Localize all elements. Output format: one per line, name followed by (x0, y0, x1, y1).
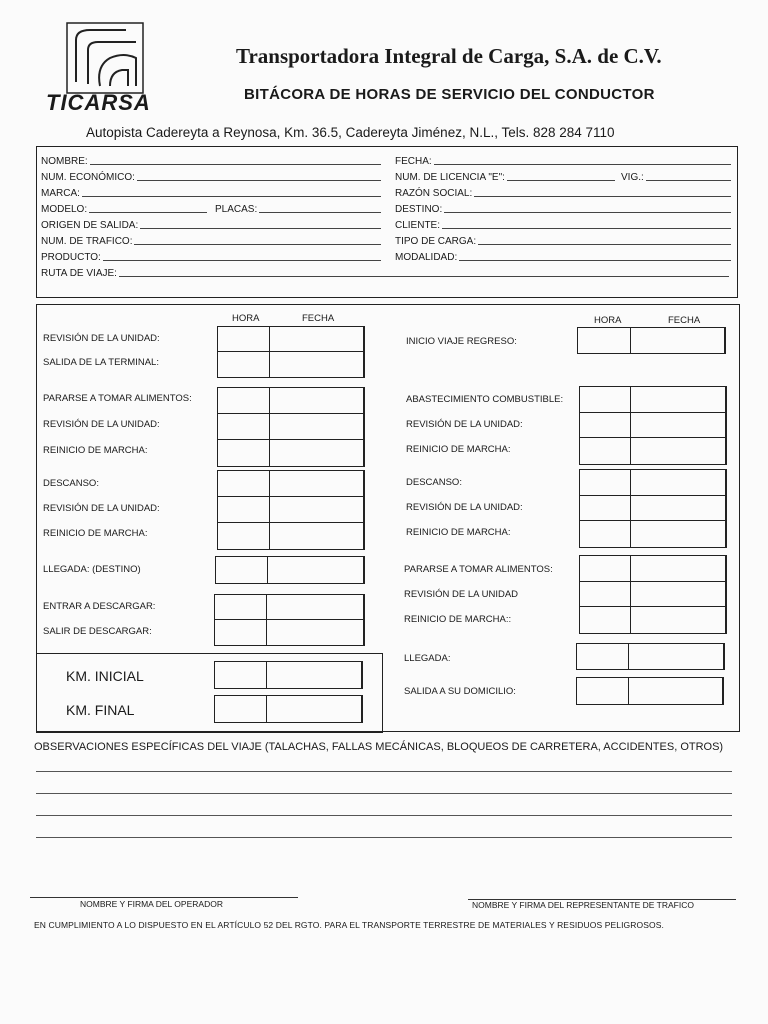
brand-name: TICARSA (46, 90, 151, 115)
marca-label: MARCA: (41, 188, 80, 199)
right-row-label: REINICIO DE MARCHA: (406, 527, 511, 538)
right-time-grid[interactable] (579, 555, 727, 634)
producto-label: PRODUCTO: (41, 252, 101, 263)
fecha-label: FECHA: (395, 156, 432, 167)
vig-label: VIG.: (621, 172, 644, 183)
observations-line[interactable] (36, 837, 732, 838)
left-row-label: DESCANSO: (43, 478, 99, 489)
ruta-label: RUTA DE VIAJE: (41, 268, 117, 279)
observations-line[interactable] (36, 793, 732, 794)
right-row-label: REINICIO DE MARCHA:: (404, 614, 512, 625)
num-trafico-label: NUM. DE TRAFICO: (41, 236, 133, 247)
num-economico-field[interactable] (41, 169, 381, 183)
left-time-grid[interactable] (217, 387, 365, 467)
right-row-label: ABASTECIMIENTO COMBUSTIBLE: (406, 394, 564, 405)
left-time-grid[interactable] (217, 326, 365, 378)
left-time-grid[interactable] (217, 470, 365, 550)
destino-field[interactable] (395, 201, 731, 215)
producto-field[interactable] (41, 249, 381, 263)
left-fecha-heading: FECHA (302, 313, 335, 324)
km-final-label: KM. FINAL (66, 702, 135, 718)
operator-signature-label: NOMBRE Y FIRMA DEL OPERADOR (80, 899, 223, 909)
left-row-label: REINICIO DE MARCHA: (43, 445, 148, 456)
right-row-label: LLEGADA: (404, 653, 451, 664)
km-final-grid[interactable] (214, 695, 363, 723)
modelo-field[interactable] (41, 201, 207, 215)
right-time-grid[interactable] (576, 677, 724, 705)
placas-field[interactable] (215, 201, 381, 215)
tipo-carga-field[interactable] (395, 233, 731, 247)
right-row-label: DESCANSO: (406, 477, 462, 488)
left-time-grid[interactable] (214, 594, 365, 646)
right-time-grid[interactable] (579, 386, 727, 465)
right-row-label: REVISIÓN DE LA UNIDAD (404, 589, 519, 600)
right-row-label: PARARSE A TOMAR ALIMENTOS: (404, 564, 553, 575)
right-time-grid[interactable] (579, 469, 727, 548)
destino-label: DESTINO: (395, 204, 443, 215)
left-row-label: SALIR DE DESCARGAR: (43, 626, 152, 637)
left-row-label: LLEGADA: (DESTINO) (43, 564, 141, 575)
km-inicial-grid[interactable] (214, 661, 363, 689)
nombre-label: NOMBRE: (41, 156, 88, 167)
cliente-field[interactable] (395, 217, 731, 231)
nombre-field[interactable] (41, 153, 381, 167)
origen-label: ORIGEN DE SALIDA: (41, 220, 139, 231)
vig-field[interactable] (621, 169, 731, 183)
origen-field[interactable] (41, 217, 381, 231)
company-address: Autopista Cadereyta a Reynosa, Km. 36.5, Cadereyta Jiménez, N.L., Tels. 828 284 7110 (86, 125, 615, 140)
num-trafico-field[interactable] (41, 233, 381, 247)
modalidad-field[interactable] (395, 249, 731, 263)
licencia-field[interactable] (395, 169, 615, 183)
driver-info-section (36, 146, 738, 298)
right-row-label: SALIDA A SU DOMICILIO: (404, 686, 516, 697)
left-row-label: ENTRAR A DESCARGAR: (43, 601, 156, 612)
cliente-label: CLIENTE: (395, 220, 441, 231)
right-time-grid[interactable] (576, 643, 725, 670)
right-time-grid[interactable] (577, 327, 726, 354)
right-row-label: REVISIÓN DE LA UNIDAD: (406, 502, 523, 513)
observations-heading: OBSERVACIONES ESPECÍFICAS DEL VIAJE (TALACHAS, FALLAS MECÁNICAS, BLOQUEOS DE CARRETERA, ACCIDENTES, OTROS) (34, 741, 724, 753)
fecha-field[interactable] (395, 153, 731, 167)
left-row-label: REVISIÓN DE LA UNIDAD: (43, 333, 160, 344)
right-row-label: REVISIÓN DE LA UNIDAD: (406, 419, 523, 430)
representative-signature-label: NOMBRE Y FIRMA DEL REPRESENTANTE DE TRAFICO (472, 900, 694, 910)
operator-signature-line[interactable] (30, 897, 298, 898)
tipo-carga-label: TIPO DE CARGA: (395, 236, 477, 247)
observations-line[interactable] (36, 815, 732, 816)
left-hora-heading: HORA (232, 313, 260, 324)
left-row-label: SALIDA DE LA TERMINAL: (43, 357, 159, 368)
razon-social-field[interactable] (395, 185, 731, 199)
right-fecha-heading: FECHA (668, 315, 701, 326)
observations-line[interactable] (36, 771, 732, 772)
left-time-grid[interactable] (215, 556, 365, 584)
ruta-field[interactable] (41, 265, 729, 279)
legal-footer: EN CUMPLIMIENTO A LO DISPUESTO EN EL ARTÍCULO 52 DEL RGTO. PARA EL TRANSPORTE TERRESTRE DE MATERIALES Y RESIDUOS PELIGROSOS. (34, 920, 664, 930)
km-inicial-label: KM. INICIAL (66, 668, 144, 684)
left-row-label: PARARSE A TOMAR ALIMENTOS: (43, 393, 192, 404)
num-economico-label: NUM. ECONÓMICO: (41, 172, 135, 183)
company-name: Transportadora Integral de Carga, S.A. de C.V. (236, 44, 662, 68)
modalidad-label: MODALIDAD: (395, 252, 458, 263)
modelo-label: MODELO: (41, 204, 88, 215)
left-row-label: REVISIÓN DE LA UNIDAD: (43, 419, 160, 430)
right-row-label: REINICIO DE MARCHA: (406, 444, 511, 455)
left-row-label: REINICIO DE MARCHA: (43, 528, 148, 539)
right-hora-heading: HORA (594, 315, 622, 326)
form-title: BITÁCORA DE HORAS DE SERVICIO DEL CONDUCTOR (244, 86, 655, 103)
razon-social-label: RAZÓN SOCIAL: (395, 188, 473, 199)
marca-field[interactable] (41, 185, 381, 199)
licencia-label: NUM. DE LICENCIA "E": (395, 172, 505, 183)
right-row-label: INICIO VIAJE REGRESO: (406, 336, 517, 347)
left-row-label: REVISIÓN DE LA UNIDAD: (43, 503, 160, 514)
placas-label: PLACAS: (215, 204, 258, 215)
company-logo (66, 22, 144, 94)
